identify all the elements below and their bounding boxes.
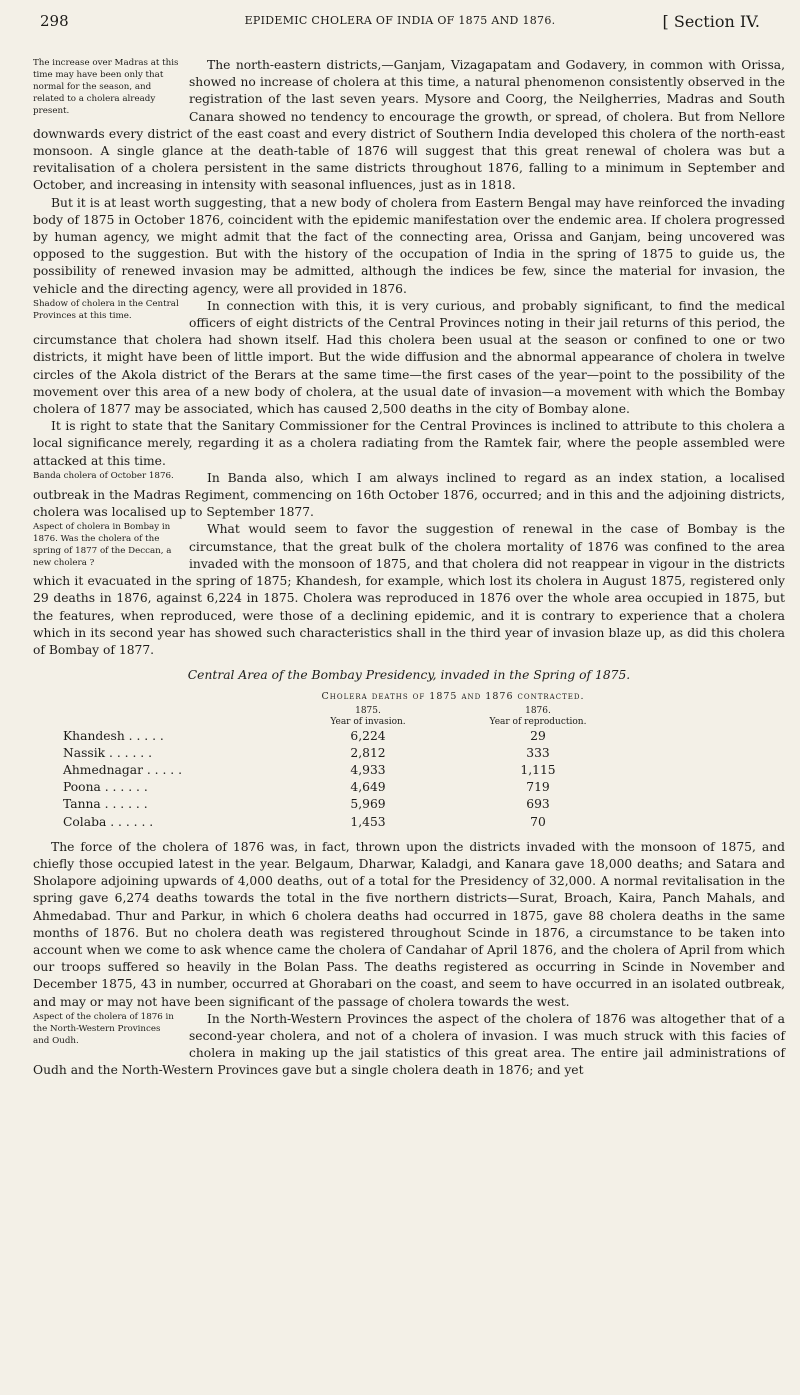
deaths-table-wrap (63, 688, 785, 830)
sidenote-bombay: Aspect of cholera in Bombay in 1876. Was the cholera of the spring of 1877 of the Deccan, a new cholera ? (33, 522, 172, 569)
col-1875-year: 1875. (355, 705, 381, 716)
district-name: Ahmednagar . . . . . (63, 762, 183, 777)
table-group-header: Cholera deaths of 1875 and 1876 contracted. (321, 691, 585, 703)
paragraph-1-text: The north-eastern districts,—Ganjam, Vizagapatam and Godavery, in common with Orissa, showed no increase of cholera at this time, a natural phenomenon consistently observed in the registration of the last seven years. Mysore and Coorg, the Neilgherries, Madras and South Canara showed no tendency to encourage the growth, or spread, of cholera. But from Nellore downwards every district of the east coast and every district of Southern India developed this cholera of the north-east monsoon. A single glance at the death-table of 1876 will suggest that this great renewal of cholera was but a revitalisation of a cholera persistent in the same districts throughout 1876, falling to a minimum in September and October, and increasing in intensity with seasonal influences, just as in 1818. (33, 58, 785, 193)
section-label: [ Section IV. (662, 12, 760, 31)
deaths-1876: 1,115 (520, 762, 556, 777)
deaths-1875: 2,812 (350, 745, 386, 760)
deaths-1875: 1,453 (350, 814, 386, 829)
table-group-header-row (63, 688, 623, 705)
col-1875-header (283, 706, 453, 728)
table-title: Central Area of the Bombay Presidency, invaded in the Spring of 1875. (187, 668, 631, 683)
sidenote-central-provinces: Shadow of cholera in the Central Provinces at this time. (33, 298, 179, 321)
deaths-1875: 6,224 (350, 728, 386, 743)
paragraph-8 (33, 1011, 785, 1080)
page-number: 298 (40, 12, 69, 30)
table-row (63, 796, 623, 813)
paragraph-3-text: In connection with this, it is very curious, and probably significant, to find the medical officers of eight districts of the Central Provinces noting in their jail returns of this period, the circumstance that cholera had shown itself. Had this cholera been usual at the season or confined to one or two districts, it might have been of little import. But the wide diffusion and the abnormal appearance of cholera in twelve circles of the Akola district of the Berars at the same time—the first cases of the year—point to the possibility of the movement over this area of a new body of cholera, at the usual date of invasion—a movement with which the Bombay cholera of 1877 may be associated, which has caused 2,500 deaths in the city of Bombay alone. (33, 298, 785, 417)
page-header (40, 12, 760, 34)
page-body (33, 57, 785, 1080)
paragraph-4: It is right to state that the Sanitary Commissioner for the Central Provinces is inclined to attribute to this cholera a local significance merely, regarding it as a cholera radiating from the Ramtek fair, where the people assembled were attacked at this time. (33, 419, 785, 468)
col-1876-sub: Year of reproduction. (489, 716, 587, 727)
paragraph-3 (33, 298, 785, 418)
deaths-table (63, 688, 623, 830)
sidenote-north-western: Aspect of the cholera of 1876 in the North-Western Provinces and Oudh. (33, 1011, 174, 1046)
paragraph-5-text: In Banda also, which I am always inclined to regard as an index station, a localised outbreak in the Madras Regiment, commencing on 16th October 1876, occurred; and in this and the adjoining districts, cholera was localised up to September 1877. (33, 470, 785, 520)
paragraph-6 (33, 521, 785, 659)
paragraph-2: But it is at least worth suggesting, that a new body of cholera from Eastern Bengal may have reinforced the invading body of 1875 in October 1876, coincident with the epidemic manifestation over the endemic area. If cholera progressed by human agency, we might admit that the fact of the connecting area, Orissa and Ganjam, being uncovered was opposed to the suggestion. But with the history of the occupation of India in the spring of 1875 to guide us, the possibility of renewed invasion may be admitted, although the indices be few, since the material for invasion, the vehicle and the directing agency, were all provided in 1876. (33, 195, 785, 296)
district-name: Khandesh . . . . . (63, 728, 164, 743)
table-row (63, 779, 623, 796)
district-name: Nassik . . . . . . (63, 745, 153, 760)
table-row (63, 814, 623, 831)
deaths-1876: 70 (530, 814, 546, 829)
table-row (63, 728, 623, 745)
col-1876-year: 1876. (525, 705, 551, 716)
table-row (63, 745, 623, 762)
table-year-row (63, 706, 623, 728)
district-name: Colaba . . . . . . (63, 814, 154, 829)
deaths-1876: 719 (526, 780, 550, 795)
paragraph-6-text: What would seem to favor the suggestion of renewal in the case of Bombay is the circumstance, that the great bulk of the cholera mortality of 1876 was confined to the area invaded with the monsoon of 1875, and that cholera did not reappear in vigour in the districts which it evacuated in the spring of 1875; Khandesh, for example, which lost its cholera in August 1875, registered only 29 deaths in 1876, against 6,224 in 1875. Cholera was reproduced in 1876 over the whole area occupied in 1875, but the features, when reproduced, were those of a declining epidemic, and it is contrary to experience that a cholera which in its second year has showed such characteristics shall in the third year of invasion blaze up, as did this cholera of Bombay of 1877. (33, 522, 785, 657)
paragraph-8-text: In the North-Western Provinces the aspect of the cholera of 1876 was altogether that of a second-year cholera, and not of a cholera of invasion. I was much struck with this facies of cholera in making up the jail statistics of this great area. The entire jail administrations of Oudh and the North-Western Provinces gave but a single cholera death in 1876; and yet (33, 1011, 785, 1078)
paragraph-5 (33, 470, 785, 522)
deaths-1875: 5,969 (350, 797, 386, 812)
deaths-1876: 333 (526, 745, 550, 760)
deaths-1875: 4,649 (350, 780, 386, 795)
deaths-1876: 693 (526, 797, 550, 812)
running-title: EPIDEMIC CHOLERA OF INDIA OF 1875 AND 1876. (244, 14, 556, 27)
district-name: Tanna . . . . . . (63, 797, 148, 812)
col-1876-header (453, 706, 623, 728)
deaths-1875: 4,933 (350, 762, 386, 777)
district-name: Poona . . . . . . (63, 780, 148, 795)
deaths-1876: 29 (530, 728, 546, 743)
paragraph-7: The force of the cholera of 1876 was, in fact, thrown upon the districts invaded with the monsoon of 1875, and chiefly those occupied latest in the year. Belgaum, Dharwar, Kaladgi, and Kanara gave 18,000 deaths; and Satara and Sholapore adjoining upwards of 4,000 deaths, out of a total for the Presidency of 32,000. A normal revitalisation in the spring gave 6,274 deaths towards the total in the five northern districts—Surat, Broach, Kaira, Panch Mahals, and Ahmedabad. Thur and Parkur, in which 6 cholera deaths had occurred in 1875, gave 88 cholera deaths in the same months of 1876. But no cholera death was registered throughout Scinde in 1876, a circumstance to be taken into account when we come to ask whence came the cholera of Candahar of April 1876, and the cholera of April from which our troops suffered so heavily in the Bolan Pass. The deaths registered as occurring in Scinde in November and December 1875, 43 in number, occurred at Ghorabari on the coast, and seem to have occurred in an isolated outbreak, and may or may not have been significant of the passage of cholera towards the west. (33, 839, 785, 1009)
paragraph-1 (33, 57, 785, 195)
sidenote-banda: Banda cholera of October 1876. (33, 470, 174, 481)
table-row (63, 762, 623, 779)
col-1875-sub: Year of invasion. (330, 716, 406, 727)
sidenote-madras: The increase over Madras at this time may have been only that normal for the season, and related to a cholera already present. (33, 58, 179, 116)
